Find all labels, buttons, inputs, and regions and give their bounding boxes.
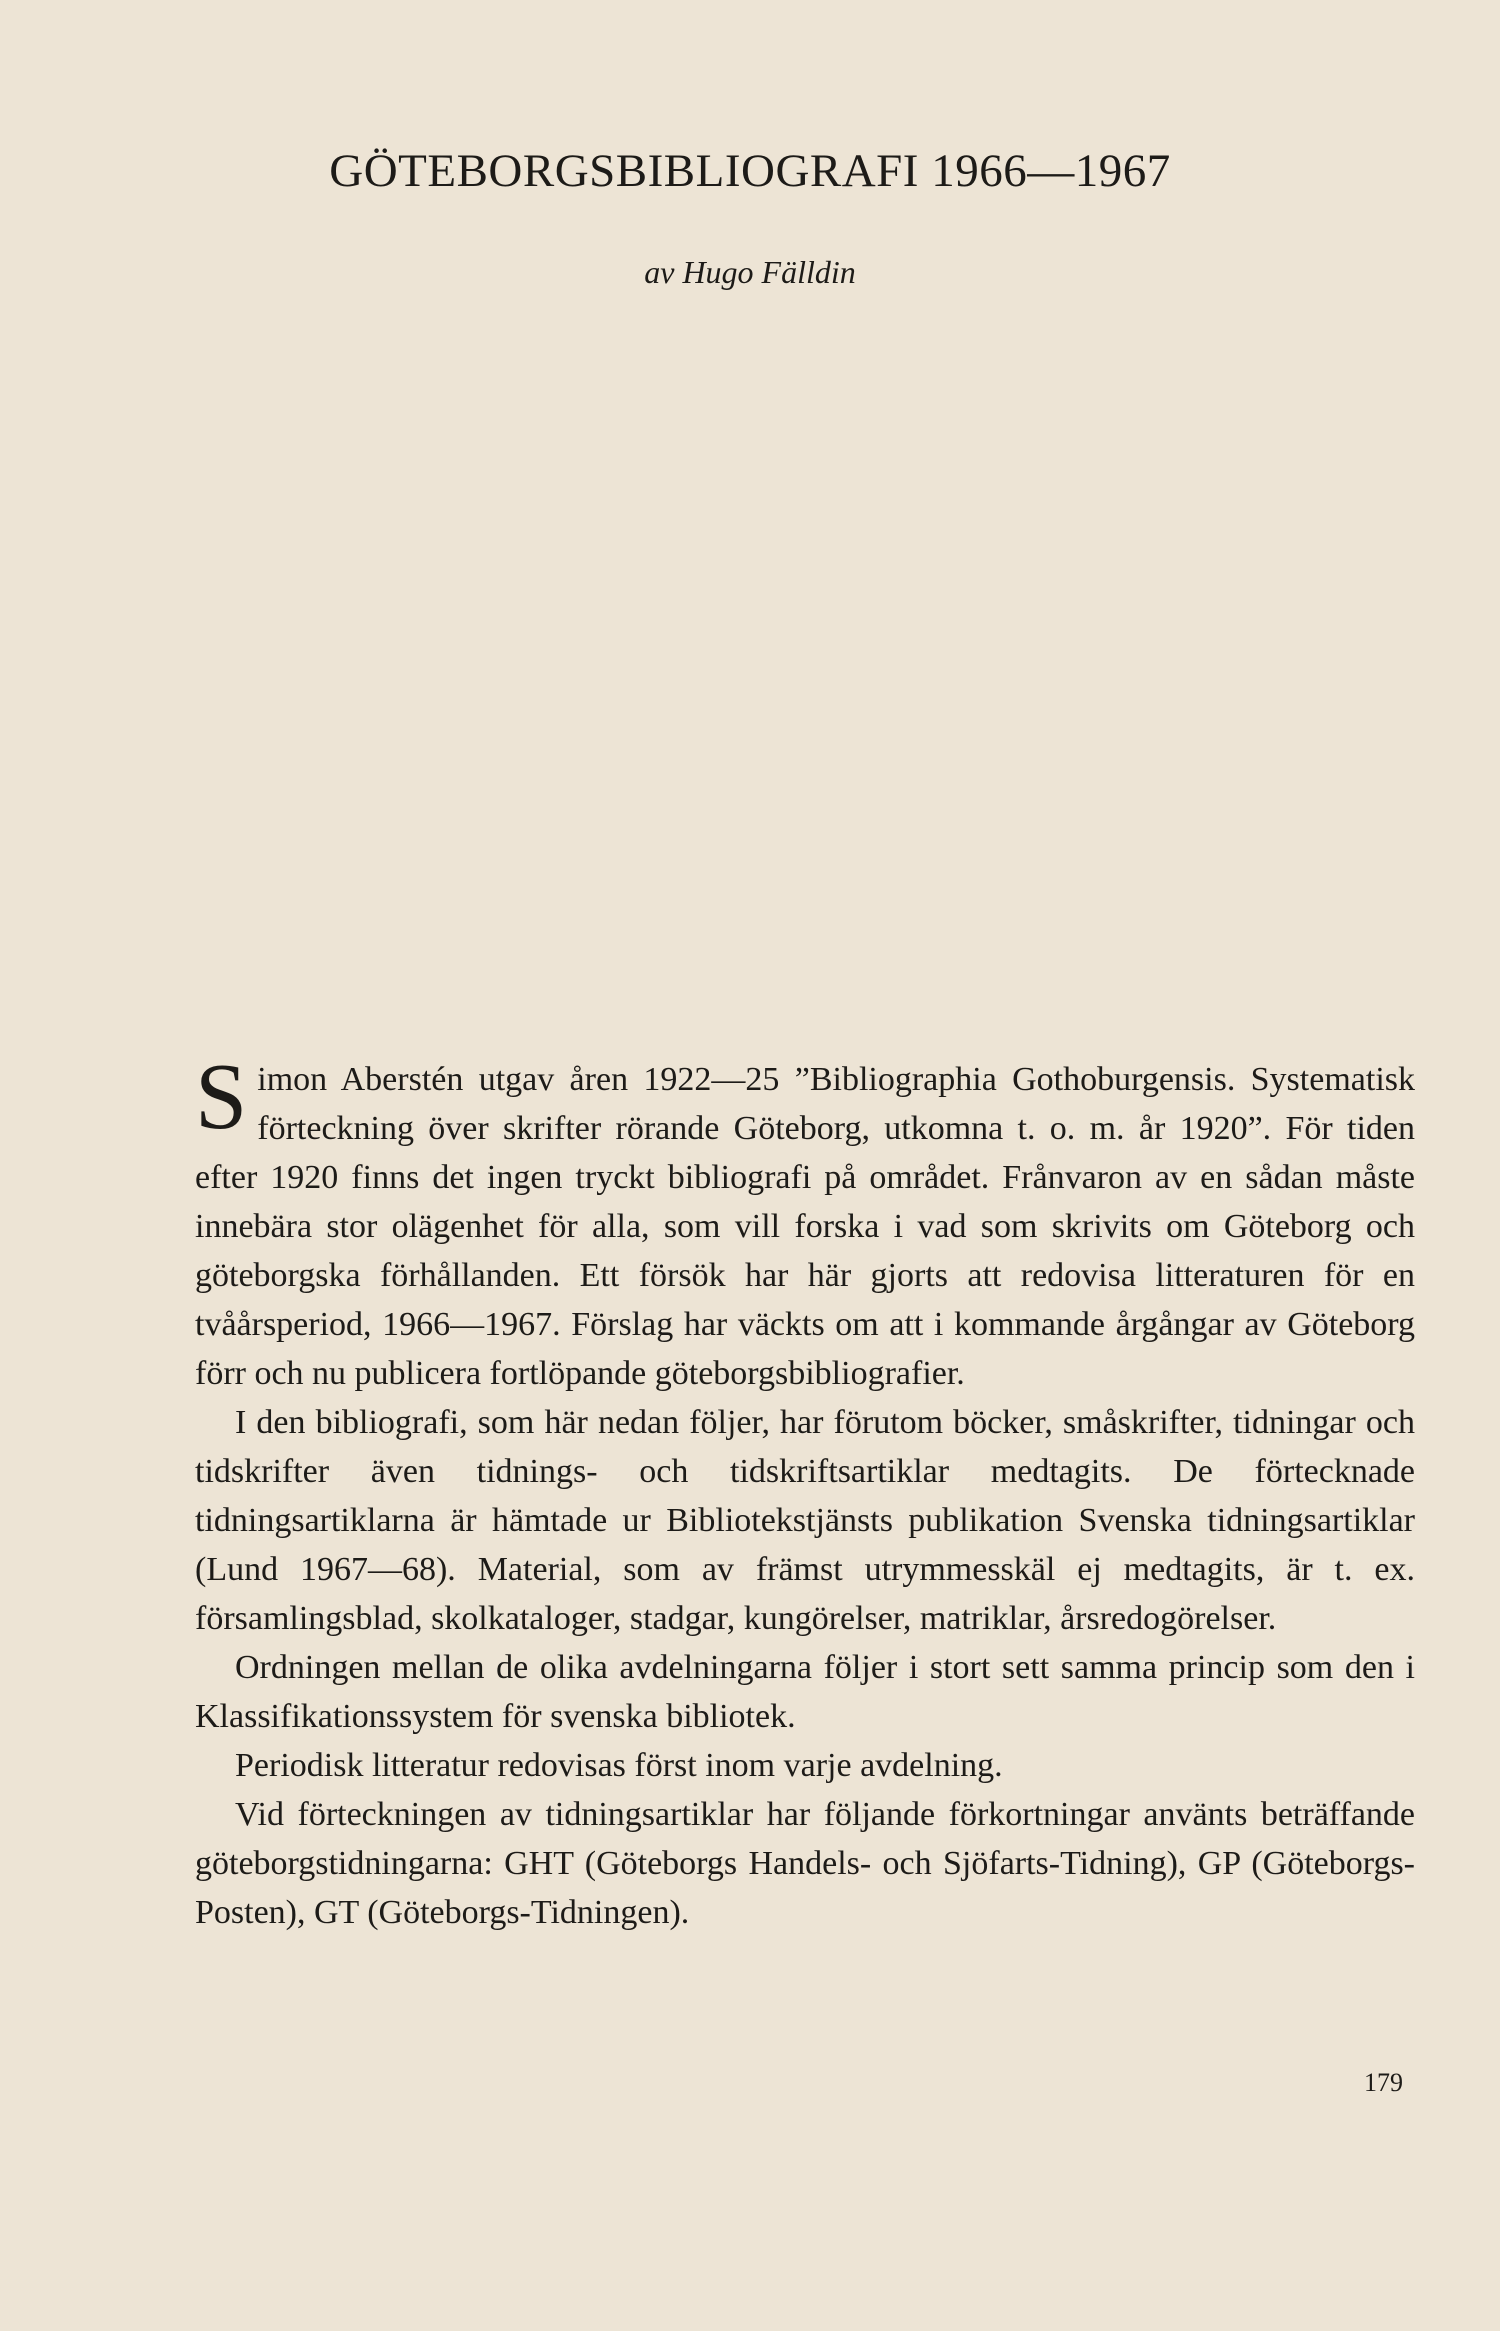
paragraph-4: Periodisk litteratur redovisas först inom varje avdelning. [235,1747,1003,1784]
page-number: 179 [1364,2068,1403,2097]
page-title: GÖTEBORGSBIBLIOGRAFI 1966—1967 [329,145,1171,197]
author-byline: av Hugo Fälldin [644,254,856,290]
article-body [195,1045,1415,1937]
drop-cap-letter: S [195,1045,248,1149]
paragraph-1-text: imon Aberstén utgav åren 1922—25 ”Bibliographia Gothoburgensis. Systematisk förteckning över skrifter rörande Göteborg, utkomna t. o. m. år 1920”. För tiden efter 1920 finns det ingen tryckt bibliografi på området. Frånvaron av en sådan måste innebära stor olägenhet för alla, som vill forska i vad som skrivits om Göteborg och göteborgska förhållanden. Ett försök har här gjorts att redovisa litteraturen för en tvåårsperiod, 1966—1967. Förslag har väckts om att i kommande årgångar av Göteborg förr och nu publicera fortlöpande göteborgsbibliografier. [195,1061,1415,1392]
paragraph-2: I den bibliografi, som här nedan följer, har förutom böcker, småskrifter, tidningar och tidskrifter även tidnings- och tidskriftsartiklar medtagits. De förtecknade tidningsartiklarna är hämtade ur Bibliotekstjänsts publikation Svenska tidningsartiklar (Lund 1967—68). Material, som av främst utrymmesskäl ej medtagits, är t. ex. församlingsblad, skolkataloger, stadgar, kungörelser, matriklar, årsredogörelser. [195,1404,1415,1637]
paragraph-1 [195,1045,1415,1398]
paragraph-3: Ordningen mellan de olika avdelningarna följer i stort sett samma princip som den i Klassifikationssystem för svenska bibliotek. [195,1649,1415,1735]
paragraph-5: Vid förteckningen av tidningsartiklar har följande förkortningar använts beträffande göteborgstidningarna: GHT (Göteborgs Handels- och Sjöfarts-Tidning), GP (Göteborgs-Posten), GT (Göteborgs-Tidningen). [195,1796,1415,1931]
